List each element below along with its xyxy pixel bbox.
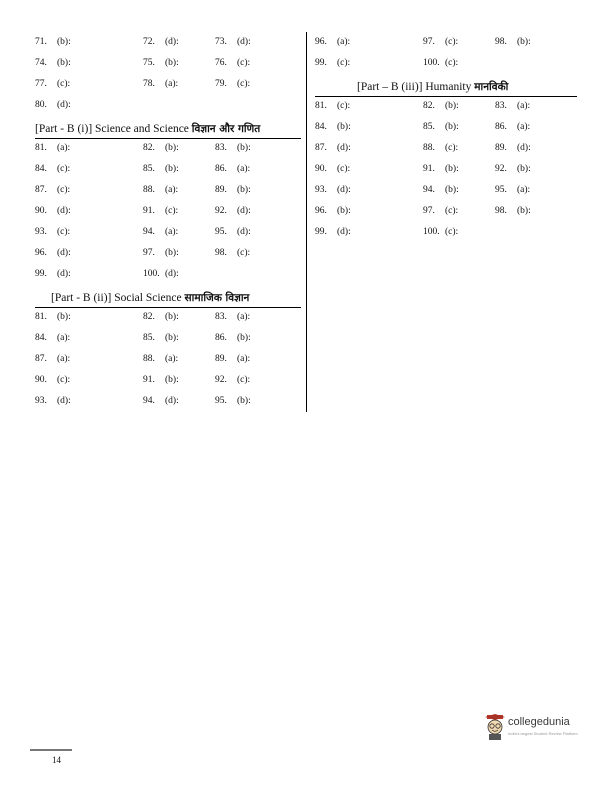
answer-option: (c): xyxy=(237,79,251,89)
heading-hi: मानविकी xyxy=(474,81,509,93)
answer-item xyxy=(215,79,250,89)
question-number: 84. xyxy=(35,164,47,174)
answer-option: (c): xyxy=(445,206,459,216)
question-number: 86. xyxy=(495,122,507,132)
answer-item xyxy=(423,164,459,174)
answer-item xyxy=(143,227,178,237)
answer-option: (c): xyxy=(57,185,71,195)
question-number: 93. xyxy=(35,396,47,406)
question-number: 80. xyxy=(35,100,47,110)
answer-option: (d): xyxy=(337,227,351,237)
answer-item xyxy=(423,206,458,216)
question-number: 85. xyxy=(423,122,435,132)
answer-item xyxy=(215,185,251,195)
question-number: 84. xyxy=(35,333,47,343)
question-number: 98. xyxy=(495,206,507,216)
question-number: 95. xyxy=(495,185,507,195)
question-number: 96. xyxy=(35,248,47,258)
answer-item xyxy=(143,37,179,47)
answer-option: (a): xyxy=(57,354,71,364)
heading-hi: सामाजिक विज्ञान xyxy=(184,292,250,304)
answer-row xyxy=(315,54,580,75)
answer-row xyxy=(35,329,301,350)
answer-option: (a): xyxy=(165,354,179,364)
question-number: 94. xyxy=(423,185,435,195)
answer-option: (c): xyxy=(57,227,71,237)
answer-option: (b): xyxy=(237,143,251,153)
answer-option: (c): xyxy=(57,164,71,174)
answer-row xyxy=(315,97,580,118)
answer-item xyxy=(35,396,71,406)
answer-item xyxy=(35,248,71,258)
answer-option: (c): xyxy=(237,375,251,385)
answer-item xyxy=(495,206,531,216)
answer-option: (a): xyxy=(517,185,531,195)
answer-option: (d): xyxy=(57,396,71,406)
answer-item xyxy=(35,269,71,279)
answer-item xyxy=(143,333,179,343)
answer-item xyxy=(495,143,531,153)
answer-option: (c): xyxy=(337,58,351,68)
answer-row xyxy=(315,33,580,54)
answer-option: (b): xyxy=(165,164,179,174)
answer-item xyxy=(143,58,179,68)
answer-option: (d): xyxy=(337,143,351,153)
question-number: 94. xyxy=(143,396,155,406)
answer-option: (b): xyxy=(445,122,459,132)
answer-row xyxy=(35,96,301,117)
question-number: 76. xyxy=(215,58,227,68)
answer-item xyxy=(143,375,179,385)
answer-option: (b): xyxy=(517,164,531,174)
answer-item xyxy=(215,396,251,406)
right-column xyxy=(315,33,580,244)
answer-option: (d): xyxy=(165,37,179,47)
answer-row xyxy=(35,371,301,392)
question-number: 87. xyxy=(35,185,47,195)
answer-option: (b): xyxy=(237,185,251,195)
question-number: 89. xyxy=(495,143,507,153)
question-number: 84. xyxy=(315,122,327,132)
section-heading-social-science xyxy=(35,286,301,308)
question-number: 88. xyxy=(143,185,155,195)
question-number: 98. xyxy=(215,248,227,258)
question-number: 91. xyxy=(143,375,155,385)
answer-item xyxy=(143,269,179,279)
answer-item xyxy=(35,164,70,174)
answer-option: (b): xyxy=(337,206,351,216)
heading-hi: विज्ञान और गणित xyxy=(191,123,261,135)
answer-group-science xyxy=(35,139,301,286)
column-divider xyxy=(306,32,307,412)
answer-item xyxy=(143,354,178,364)
answer-item xyxy=(35,227,70,237)
answer-option: (d): xyxy=(237,37,251,47)
question-number: 78. xyxy=(143,79,155,89)
question-number: 99. xyxy=(35,269,47,279)
answer-item xyxy=(315,37,350,47)
answer-item xyxy=(215,312,250,322)
answer-option: (c): xyxy=(337,164,351,174)
answer-item xyxy=(143,396,179,406)
answer-option: (b): xyxy=(445,185,459,195)
question-number: 92. xyxy=(495,164,507,174)
student-mascot-icon xyxy=(484,714,506,740)
answer-option: (a): xyxy=(517,101,531,111)
footer-rule xyxy=(30,749,72,751)
answer-row xyxy=(315,160,580,181)
answer-item xyxy=(215,37,251,47)
question-number: 79. xyxy=(215,79,227,89)
answer-item xyxy=(215,375,250,385)
question-number: 96. xyxy=(315,37,327,47)
question-number: 100. xyxy=(143,269,160,279)
question-number: 97. xyxy=(423,206,435,216)
answer-option: (d): xyxy=(165,269,179,279)
answer-option: (a): xyxy=(237,354,251,364)
answer-option: (a): xyxy=(165,185,179,195)
answer-option: (b): xyxy=(165,333,179,343)
answer-item xyxy=(315,227,351,237)
answer-item xyxy=(423,58,458,68)
answer-group-social-science xyxy=(35,308,301,413)
question-number: 92. xyxy=(215,375,227,385)
answer-item xyxy=(315,122,351,132)
answer-item xyxy=(35,37,71,47)
answer-row xyxy=(35,350,301,371)
question-number: 100. xyxy=(423,227,440,237)
question-number: 91. xyxy=(423,164,435,174)
question-number: 94. xyxy=(143,227,155,237)
answer-option: (b): xyxy=(237,396,251,406)
answer-row xyxy=(35,202,301,223)
answer-item xyxy=(35,143,70,153)
question-number: 77. xyxy=(35,79,47,89)
question-number: 73. xyxy=(215,37,227,47)
answer-option: (c): xyxy=(337,101,351,111)
answer-group-general xyxy=(35,33,301,117)
question-number: 83. xyxy=(495,101,507,111)
answer-option: (c): xyxy=(445,58,459,68)
answer-option: (b): xyxy=(57,58,71,68)
answer-row xyxy=(315,181,580,202)
answer-item xyxy=(35,79,70,89)
answer-option: (c): xyxy=(165,206,179,216)
question-number: 85. xyxy=(143,164,155,174)
question-number: 88. xyxy=(143,354,155,364)
answer-item xyxy=(143,312,179,322)
answer-item xyxy=(495,122,530,132)
answer-item xyxy=(495,101,530,111)
answer-option: (b): xyxy=(337,122,351,132)
answer-option: (b): xyxy=(165,248,179,258)
answer-option: (b): xyxy=(165,312,179,322)
question-number: 98. xyxy=(495,37,507,47)
answer-row xyxy=(35,223,301,244)
heading-en: [Part - B (i)] Science and Science xyxy=(35,123,192,135)
answer-row xyxy=(35,33,301,54)
question-number: 82. xyxy=(143,312,155,322)
collegedunia-logo xyxy=(484,712,584,746)
question-number: 75. xyxy=(143,58,155,68)
answer-option: (b): xyxy=(237,333,251,343)
heading-en: [Part - B (ii)] Social Science xyxy=(51,292,185,304)
question-number: 82. xyxy=(423,101,435,111)
answer-option: (d): xyxy=(57,248,71,258)
answer-item xyxy=(423,37,458,47)
answer-row xyxy=(315,118,580,139)
question-number: 86. xyxy=(215,333,227,343)
answer-item xyxy=(423,143,458,153)
answer-item xyxy=(35,100,71,110)
answer-item xyxy=(423,122,459,132)
question-number: 97. xyxy=(423,37,435,47)
page-number: 14 xyxy=(52,755,61,765)
question-number: 82. xyxy=(143,143,155,153)
answer-group-humanity xyxy=(315,97,580,244)
question-number: 74. xyxy=(35,58,47,68)
answer-item xyxy=(495,185,530,195)
question-number: 81. xyxy=(35,143,47,153)
answer-item xyxy=(143,248,179,258)
answer-item xyxy=(35,185,70,195)
answer-item xyxy=(35,375,70,385)
answer-option: (a): xyxy=(517,122,531,132)
answer-item xyxy=(143,143,179,153)
answer-option: (c): xyxy=(445,37,459,47)
question-number: 72. xyxy=(143,37,155,47)
question-number: 92. xyxy=(215,206,227,216)
question-number: 83. xyxy=(215,312,227,322)
answer-item xyxy=(35,333,70,343)
left-column xyxy=(35,33,301,413)
answer-item xyxy=(215,58,250,68)
answer-item xyxy=(35,58,71,68)
answer-option: (a): xyxy=(237,164,251,174)
answer-item xyxy=(315,101,350,111)
answer-option: (b): xyxy=(57,37,71,47)
answer-item xyxy=(143,185,178,195)
answer-item xyxy=(215,206,251,216)
answer-option: (c): xyxy=(445,227,459,237)
answer-option: (a): xyxy=(165,79,179,89)
question-number: 71. xyxy=(35,37,47,47)
answer-row xyxy=(315,223,580,244)
answer-option: (c): xyxy=(237,58,251,68)
answer-item xyxy=(423,185,459,195)
answer-option: (b): xyxy=(517,206,531,216)
answer-item xyxy=(35,206,71,216)
answer-option: (d): xyxy=(57,206,71,216)
answer-item xyxy=(423,101,459,111)
answer-option: (d): xyxy=(237,206,251,216)
answer-row xyxy=(35,392,301,413)
section-heading-science xyxy=(35,117,301,139)
answer-option: (b): xyxy=(445,164,459,174)
question-number: 90. xyxy=(315,164,327,174)
answer-item xyxy=(215,143,251,153)
answer-item xyxy=(315,58,350,68)
answer-option: (d): xyxy=(57,100,71,110)
question-number: 88. xyxy=(423,143,435,153)
answer-item xyxy=(315,143,351,153)
answer-row xyxy=(35,160,301,181)
question-number: 81. xyxy=(315,101,327,111)
section-heading-humanity xyxy=(315,75,580,97)
answer-row xyxy=(35,265,301,286)
answer-option: (d): xyxy=(165,396,179,406)
answer-item xyxy=(315,206,351,216)
answer-option: (c): xyxy=(57,375,71,385)
answer-option: (a): xyxy=(57,143,71,153)
answer-row xyxy=(315,202,580,223)
answer-option: (c): xyxy=(445,143,459,153)
answer-item xyxy=(215,164,250,174)
answer-item xyxy=(423,227,458,237)
answer-item xyxy=(495,37,531,47)
answer-item xyxy=(35,354,70,364)
answer-item xyxy=(315,185,351,195)
question-number: 89. xyxy=(215,354,227,364)
question-number: 100. xyxy=(423,58,440,68)
answer-row xyxy=(35,181,301,202)
answer-option: (d): xyxy=(517,143,531,153)
answer-option: (a): xyxy=(165,227,179,237)
answer-row xyxy=(35,308,301,329)
question-number: 99. xyxy=(315,227,327,237)
answer-item xyxy=(215,333,251,343)
question-number: 87. xyxy=(315,143,327,153)
question-number: 93. xyxy=(315,185,327,195)
answer-group-continued xyxy=(315,33,580,75)
question-number: 90. xyxy=(35,375,47,385)
question-number: 96. xyxy=(315,206,327,216)
answer-item xyxy=(215,354,250,364)
answer-option: (a): xyxy=(337,37,351,47)
answer-row xyxy=(35,244,301,265)
heading-en: [Part – B (iii)] Humanity xyxy=(357,81,475,93)
answer-option: (a): xyxy=(237,312,251,322)
answer-item xyxy=(143,164,179,174)
answer-row xyxy=(35,139,301,160)
question-number: 85. xyxy=(143,333,155,343)
question-number: 86. xyxy=(215,164,227,174)
question-number: 83. xyxy=(215,143,227,153)
answer-item xyxy=(143,206,178,216)
answer-option: (d): xyxy=(57,269,71,279)
answer-option: (d): xyxy=(237,227,251,237)
answer-option: (a): xyxy=(57,333,71,343)
answer-row xyxy=(35,54,301,75)
answer-option: (b): xyxy=(57,312,71,322)
answer-item xyxy=(215,227,251,237)
logo-tagline: India's largest Student Review Platform xyxy=(508,731,578,736)
answer-option: (b): xyxy=(165,58,179,68)
question-number: 90. xyxy=(35,206,47,216)
question-number: 91. xyxy=(143,206,155,216)
question-number: 95. xyxy=(215,227,227,237)
answer-row xyxy=(315,139,580,160)
answer-row xyxy=(35,75,301,96)
answer-item xyxy=(35,312,71,322)
question-number: 97. xyxy=(143,248,155,258)
answer-option: (c): xyxy=(237,248,251,258)
answer-option: (b): xyxy=(165,375,179,385)
answer-option: (c): xyxy=(57,79,71,89)
answer-item xyxy=(215,248,250,258)
answer-option: (b): xyxy=(517,37,531,47)
logo-text: collegedunia xyxy=(508,716,570,728)
question-number: 89. xyxy=(215,185,227,195)
answer-option: (b): xyxy=(445,101,459,111)
question-number: 93. xyxy=(35,227,47,237)
answer-item xyxy=(143,79,178,89)
question-number: 81. xyxy=(35,312,47,322)
question-number: 87. xyxy=(35,354,47,364)
answer-option: (d): xyxy=(337,185,351,195)
answer-item xyxy=(495,164,531,174)
question-number: 95. xyxy=(215,396,227,406)
answer-item xyxy=(315,164,350,174)
question-number: 99. xyxy=(315,58,327,68)
answer-option: (b): xyxy=(165,143,179,153)
